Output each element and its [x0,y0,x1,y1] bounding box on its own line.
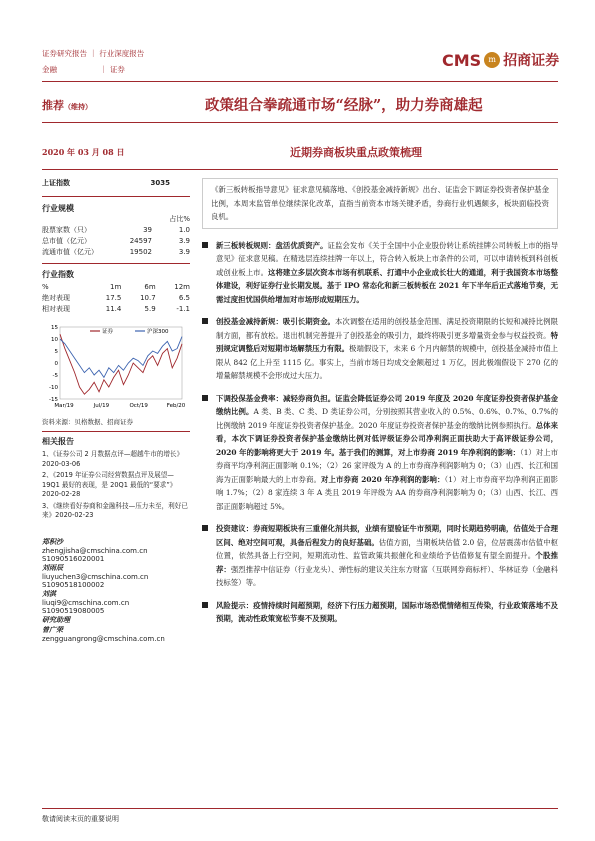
scale-title: 行业规模 [42,204,74,213]
analyst-name: 刘雨辰 [42,563,63,572]
point-body: A 类、B 类、C 类、D 类证券公司，分别按照其营业收入的 0.5%、0.6%、0.7%、0.7%的比例缴纳 2019 年度证券投资者保护基金。2020 年度证券投资者保护基金的缴纳比例参照执行。 [216,407,558,430]
x-tick-label: Jul/19 [93,403,110,409]
perf-title: 行业指数 [42,270,74,279]
analyst-email[interactable]: liuyuchen3@cmschina.com.cn [42,572,149,581]
index-value: 3035 [150,179,170,187]
rating: 推荐（维持） [42,99,92,112]
point-body: 极端假设下，未来 6 个月内解禁的规模中，创投基金减持市值上限从 842 亿上升至 1115 亿。事实上，当前市场日均成交金额超过 1 万亿，因此极端假设下 270 亿的增量解禁规模不会形成过大压力。 [216,344,558,380]
x-tick-label: Oct/19 [129,403,148,409]
index-row [42,178,190,192]
perf-header-cell: 6m [144,283,156,291]
key-point [202,522,558,590]
perf-row [42,304,190,315]
scale-header: 占比% [169,215,190,223]
perf-row [42,293,190,304]
point-lead: 投资建议：券商短期板块有三重催化剂共振，业绩有望验证牛市预期，同时长期趋势明确，估值处于合理区间、绝对空间可观，具备后程发力的良好基础。 [216,524,558,547]
point-emphasis: 疫情持续时间超预期，经济下行压力超预期，国际市场恐慌情绪相互传染，行业政策落地不及预期，流动性政策宽松节奏不及预期。 [216,600,558,623]
analyst-id: S1090516020001 [42,554,105,563]
brand-seal-icon: m [484,52,500,68]
scale-label: 流通市值（亿元） [42,248,98,256]
analyst-list [42,537,190,615]
divider [42,263,190,264]
y-tick-label: 10 [51,337,58,343]
analyst-id: S1090518100002 [42,580,105,589]
scale-row [42,236,190,247]
key-point [202,315,558,383]
related-reports [42,450,190,521]
perf-value: 11.4 [105,305,122,313]
y-tick-label: -15 [49,397,58,403]
point-lead: 下调投保基金费率：减轻券商负担。证监会降低证券公司 2019 年度及 2020 年度证券投资者保护基金缴纳比例。 [216,393,558,416]
scale-value: 39 [143,226,152,234]
assistant-email[interactable]: zengguangrong@cmschina.com.cn [42,634,165,643]
series-line-1 [60,337,182,378]
scale-value: 19502 [129,248,152,256]
bullet-square-icon [202,525,208,531]
point-body: 估值方面，当期板块估值 2.0 倍，位居震荡市估值中枢位置，依然具备上行空间，短期流动性、监管政策共振催化和业绩给予估值修复有望全面提升。 [216,537,558,560]
analyst-name: 刘淇 [42,589,56,598]
assistant-name: 曾广荣 [42,625,63,634]
key-point [202,239,558,307]
y-tick-label: -10 [49,385,58,391]
index-label: 上证指数 [42,179,70,187]
y-tick-label: 5 [54,349,58,355]
assistant-title: 研究助理 [42,615,70,624]
point-body: 强烈推荐中信证券（行业龙头）、弹性标的建议关注东方财富（互联网券商标杆）、华林证券（金融科技标签）等。 [216,564,558,587]
analyst-id: S1090519080005 [42,606,105,615]
footer-note: 敬请阅读末页的重要说明 [42,815,119,823]
scale-label: 总市值（亿元） [42,237,91,245]
point-emphasis: 个股推荐： [216,551,558,574]
main-content [202,178,558,635]
subsector-label: ｜ 证券 [100,65,125,74]
y-tick-label: 0 [54,361,58,367]
bullet-square-icon [202,602,208,608]
footer-rule [42,808,558,809]
page-subtitle: 近期券商板块重点政策梳理 [290,146,422,159]
scale-pct: 3.9 [178,248,190,256]
point-emphasis: 这将建立多层次资本市场有机联系、打通中小企业成长壮大的通道，利于我国资本市场整体建设，利好证券行业长期发展。基于 IPO 常态化和新三板转板在 2021 年下半年后正式落地节奏，无需过度担忧国供给增加对市场形成短期压力。 [216,267,558,304]
perf-value: 17.5 [105,294,122,302]
analyst-name: 郑积沙 [42,537,63,546]
x-tick-label: Mar/19 [54,403,74,409]
related-report[interactable]: 3、《继续看好券商和金融科技—压力未至，利好已来》2020-02-23 [42,501,188,519]
point-body: （1）对上市券商平均净利润正面影响 0.1%；（2）26 家评级为 A 的上市券商净利润影响为 0；（3）山西、长江和国海为正面影响最大的上市券商。 [216,447,558,484]
point-emphasis: 特别规定调整后对短期市场解禁压力有限。 [216,330,558,353]
brand-logo: CMS m 招商证券 [442,50,560,70]
report-date: 2020 年 03 月 08 日 [42,147,125,157]
point-emphasis: 总体来看，本次下调证券投资者保护基金缴纳比例对低评级证券公司净利润正面扶助大于高评级证券公司，2020 年的影响将更大于 2019 年。基于我们的测算，对上市券商 2019 年净利润的影响： [216,420,558,457]
perf-value: 5.9 [144,305,156,313]
perf-table [42,282,190,315]
header-rule [42,81,558,82]
key-point [202,599,558,626]
page-title: 政策组合拳疏通市场“经脉”，助力券商雄起 [205,97,483,114]
perf-value: 6.5 [178,294,190,302]
performance-chart [42,319,190,413]
y-tick-label: 15 [51,325,58,331]
scale-label: 股票家数（只） [42,226,91,234]
sector-label: 金融 [42,65,57,74]
divider [42,431,190,432]
perf-value: -1.1 [176,305,190,313]
summary-box: 《新三板转板指导意见》征求意见稿落地、《创投基金减持新规》出台、证监会下调证券投资者保护基金比例，本周末监管单位继续深化改革，直指当前资本市场关键矛盾，券商行业机遇颇多，板块面临投资良机。 [202,178,558,229]
bullet-square-icon [202,395,208,401]
scale-table [42,225,190,258]
perf-header-cell: 1m [110,283,122,291]
perf-value: 10.7 [140,294,156,302]
subtitle-rule [42,169,558,170]
related-report[interactable]: 1、《证券公司 2 月数据点评—超越牛市的增长》2020-03-06 [42,450,184,468]
point-lead: 新三板转板规则：盘活优质资产。 [216,240,328,250]
related-title: 相关报告 [42,437,74,446]
perf-header-cell: % [42,283,49,291]
scale-row [42,247,190,258]
chart-source: 资料来源：贝格数据、招商证券 [42,418,133,426]
y-tick-label: -5 [52,373,58,379]
analyst-email[interactable]: zhengjisha@cmschina.com.cn [42,546,148,555]
x-tick-label: Feb/20 [166,403,186,409]
related-report[interactable]: 2、《2019 年证券公司经营数据点评及展望—19Q1 最好的表现，是 20Q1 最低的“要求”》2020-02-28 [42,471,177,498]
perf-label: 绝对表现 [42,294,70,302]
point-lead: 风险提示： [216,600,254,610]
perf-label: 相对表现 [42,305,70,313]
point-lead: 创投基金减持新规：吸引长期资金。 [216,317,335,326]
point-emphasis: 对上市券商 2020 年净利润的影响： [321,474,445,484]
point-body: （1）对上市券商平均净利润正面影响 1.7%；（2）8 家连续 3 年 A 类且 2019 年评级为 AA 的券商净利润影响为 0；（3）山西、长江、西部正面影响超过 5%。 [216,474,558,511]
scale-pct: 3.9 [178,237,190,245]
key-point [202,392,558,514]
scale-value: 24597 [129,237,152,245]
analyst-email[interactable]: liuqi9@cmschina.com.cn [42,598,130,607]
legend-label: 证券 [102,329,114,335]
perf-header-cell: 12m [174,283,190,291]
point-body: 证监会发布《关于全国中小企业股份转让系统挂牌公司转板上市的指导意见》征求意见稿。在精选层连续挂牌一年以上，符合转入板块上市条件的公司，可以申请转板到科创板或创业板上市。 [216,240,558,277]
divider [42,196,190,197]
report-type: 证券研究报告 ｜ 行业深度报告 [42,49,145,58]
sidebar [42,178,190,643]
point-body: 本次调整在适用的创投基金范围、满足投资期限的长短和减持比例限制方面，都有放松。退出机制完善提升了创投基金的吸引力，最终将吸引更多增量资金参与权益投资。 [216,317,558,340]
key-points [202,239,558,626]
scale-pct: 1.0 [178,226,190,234]
scale-row [42,225,190,236]
legend-label: 沪深300 [147,329,169,335]
perf-header [42,282,190,293]
bullet-square-icon [202,242,208,248]
title-rule [42,122,558,123]
bullet-square-icon [202,318,208,324]
